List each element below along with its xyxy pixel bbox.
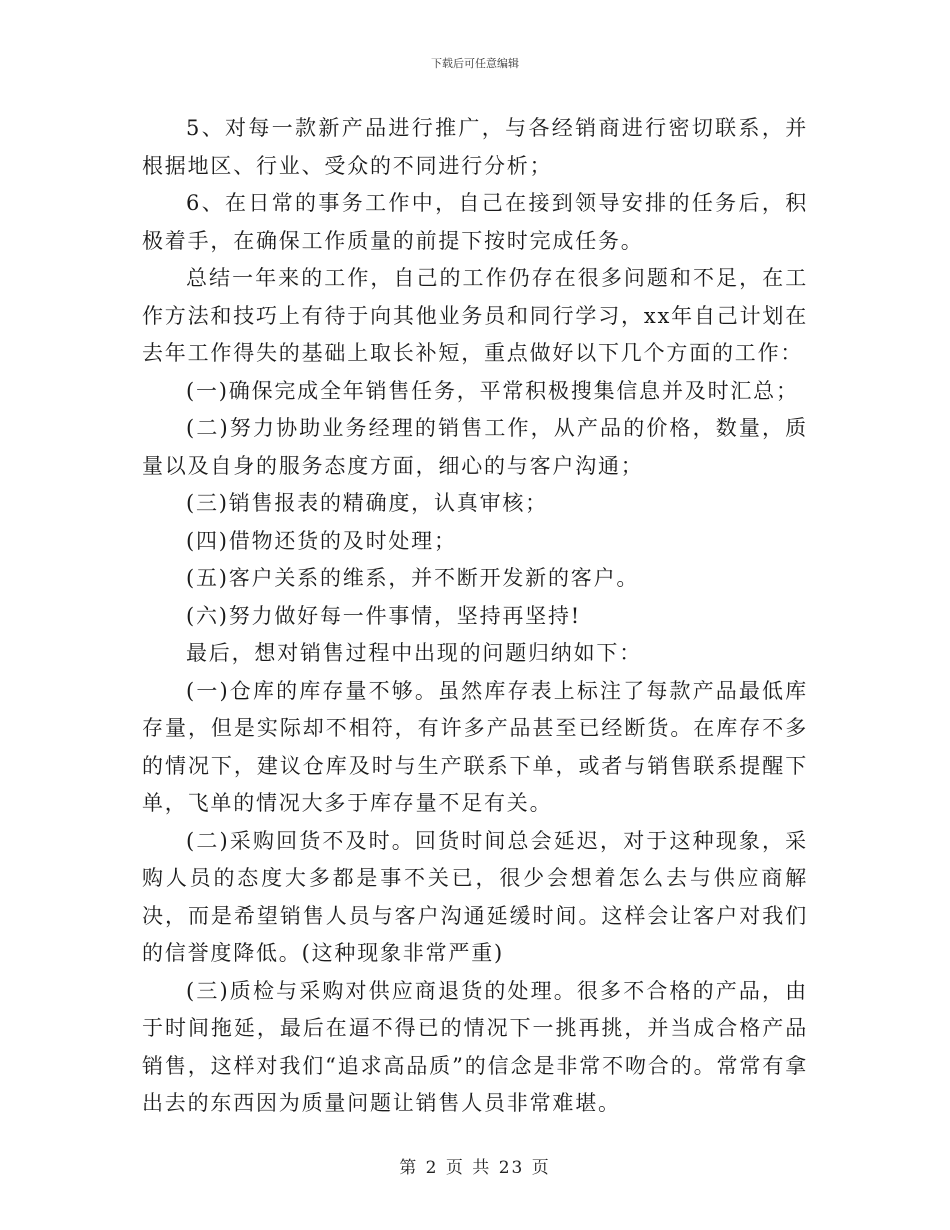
page-footer: 第 2 页 共 23 页 xyxy=(399,1158,551,1178)
paragraph: (一)仓库的库存量不够。虽然库存表上标注了每款产品最低库存量，但是实际却不相符，有许多产品甚至已经断货。在库存不多的情况下，建议仓库及时与生产联系下单，或者与销售联系提醒下单，飞单的情况大多于库存量不足有关。 xyxy=(142,678,808,815)
paragraph: (六)努力做好每一件事情，坚持再坚持! xyxy=(186,603,582,628)
paragraph: (三)质检与采购对供应商退货的处理。很多不合格的产品，由于时间拖延，最后在逼不得已的情况下一挑再挑，并当成合格产品销售，这样对我们“追求高品质”的信念是非常不吻合的。常常有拿出去的东西因为质量问题让销售人员非常难堪。 xyxy=(142,978,808,1115)
document-body xyxy=(142,110,808,1123)
paragraph: (三)销售报表的精确度，认真审核； xyxy=(186,491,548,515)
paragraph: (二)努力协助业务经理的销售工作，从产品的价格，数量，质量以及自身的服务态度方面，细心的与客户沟通； xyxy=(142,416,808,478)
paragraph: (四)借物还货的及时处理； xyxy=(186,528,457,553)
paragraph: 5、对每一款新产品进行推广，与各经销商进行密切联系，并根据地区、行业、受众的不同进行分析； xyxy=(142,116,808,178)
paragraph: (二)采购回货不及时。回货时间总会延迟，对于这种现象，采购人员的态度大多都是事不关已，很少会想着怎么去与供应商解决，而是希望销售人员与客户沟通延缓时间。这样会让客户对我们的信誉度降低。(这种现象非常严重) xyxy=(142,828,808,965)
page-header: 下载后可任意编辑 xyxy=(431,57,519,70)
paragraph: 总结一年来的工作，自己的工作仍存在很多问题和不足，在工作方法和技巧上有待于向其他业务员和同行学习，xx年自己计划在去年工作得失的基础上取长补短，重点做好以下几个方面的工作： xyxy=(142,266,808,365)
paragraph: 6、在日常的事务工作中，自己在接到领导安排的任务后，积极着手，在确保工作质量的前提下按时完成任务。 xyxy=(142,191,808,253)
paragraph: (一)确保完成全年销售任务，平常积极搜集信息并及时汇总； xyxy=(186,378,799,403)
paragraph: (五)客户关系的维系，并不断开发新的客户。 xyxy=(186,566,640,590)
paragraph: 最后，想对销售过程中出现的问题归纳如下： xyxy=(186,641,642,665)
